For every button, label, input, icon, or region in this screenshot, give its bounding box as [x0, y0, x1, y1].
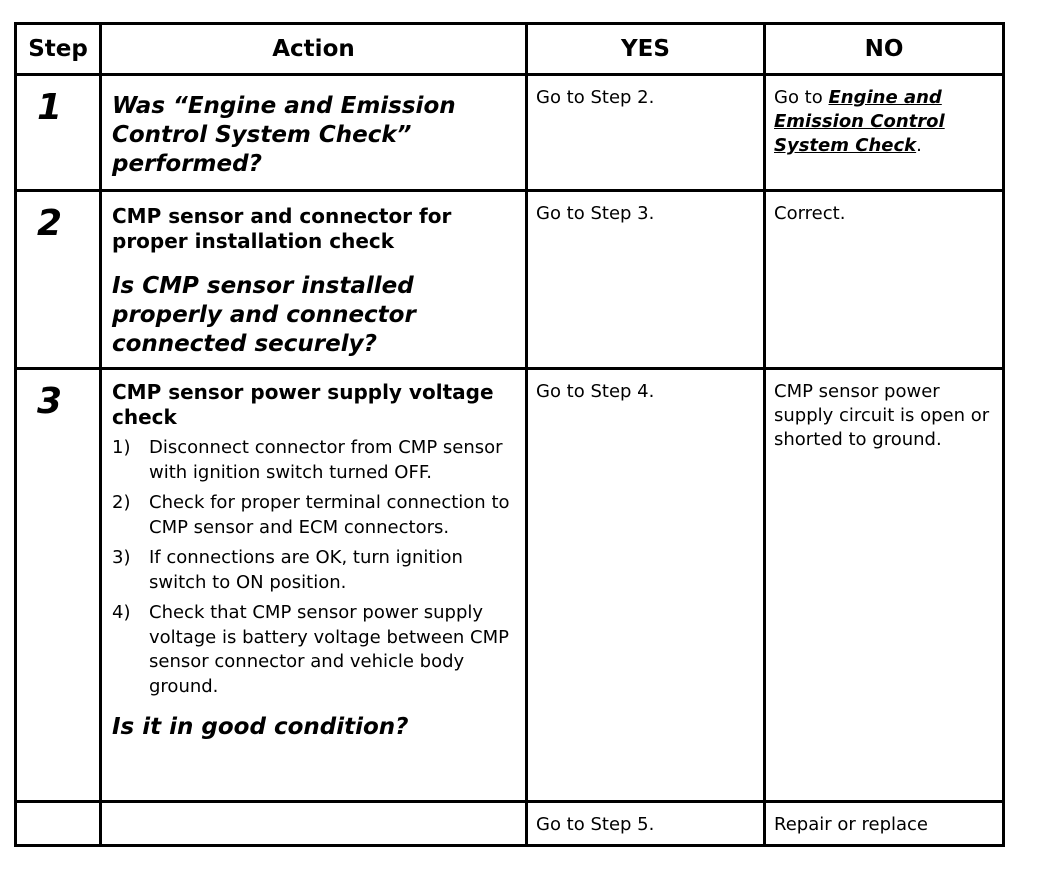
step-number: 2: [37, 203, 63, 244]
action-cell: [101, 191, 527, 369]
list-number: 3): [112, 547, 131, 568]
step-cell: [16, 191, 101, 369]
step-question: Is CMP sensor installed properly and connector connected securely?: [112, 273, 416, 357]
step-number: 3: [37, 381, 63, 422]
action-cell: [101, 75, 527, 191]
header-no: NO: [765, 24, 1004, 75]
action-cell: [101, 369, 527, 802]
step-number: [17, 803, 99, 817]
table-row: [16, 75, 1004, 191]
yes-cell: [527, 75, 765, 191]
action-cell: [101, 802, 527, 846]
procedure-list: [112, 436, 515, 699]
yes-text: Go to Step 4.: [536, 381, 655, 402]
list-number: 1): [112, 437, 131, 458]
table-row: [16, 802, 1004, 846]
step-cell: [16, 369, 101, 802]
step-number: 1: [37, 87, 63, 128]
step-title: CMP sensor power supply voltage check: [112, 380, 494, 429]
list-text: If connections are OK, turn ignition switch to ON position.: [149, 547, 463, 593]
no-cell: [765, 191, 1004, 369]
no-cell: [765, 75, 1004, 191]
list-item: [112, 436, 515, 485]
header-yes: YES: [527, 24, 765, 75]
header-row: [16, 24, 1004, 75]
engine-emission-check-link[interactable]: Engine and Emission Control System Check: [774, 87, 945, 156]
step-cell: [16, 75, 101, 191]
header-action: Action: [101, 24, 527, 75]
step-cell: [16, 802, 101, 846]
list-text: Disconnect connector from CMP sensor with ignition switch turned OFF.: [149, 437, 503, 483]
yes-cell: [527, 369, 765, 802]
no-cell: [765, 802, 1004, 846]
list-item: [112, 491, 515, 540]
step-question: Is it in good condition?: [112, 714, 409, 740]
no-text: [766, 76, 1002, 164]
no-suffix: .: [916, 135, 922, 156]
diagnostic-table: [14, 22, 1005, 847]
table-row: [16, 369, 1004, 802]
no-text: Correct.: [774, 203, 846, 224]
yes-cell: [527, 802, 765, 846]
list-number: 4): [112, 602, 131, 623]
header-step: Step: [16, 24, 101, 75]
no-text: CMP sensor power supply circuit is open or shorted to ground.: [774, 381, 990, 450]
list-item: [112, 546, 515, 595]
list-text: Check that CMP sensor power supply voltage is battery voltage between CMP sensor connector and vehicle body ground.: [149, 602, 509, 697]
list-text: Check for proper terminal connection to CMP sensor and ECM connectors.: [149, 492, 510, 538]
list-item: [112, 601, 515, 699]
yes-cell: [527, 191, 765, 369]
table-row: [16, 191, 1004, 369]
no-cell: [765, 369, 1004, 802]
yes-text: Go to Step 5.: [536, 814, 655, 835]
yes-text: Go to Step 3.: [536, 203, 655, 224]
step-title: CMP sensor and connector for proper installation check: [112, 204, 452, 253]
no-text: Repair or replace: [774, 814, 928, 835]
yes-text: Go to Step 2.: [536, 87, 655, 108]
no-prefix: Go to: [774, 87, 829, 108]
step-question: Was “Engine and Emission Control System Check” performed?: [112, 93, 456, 177]
list-number: 2): [112, 492, 131, 513]
